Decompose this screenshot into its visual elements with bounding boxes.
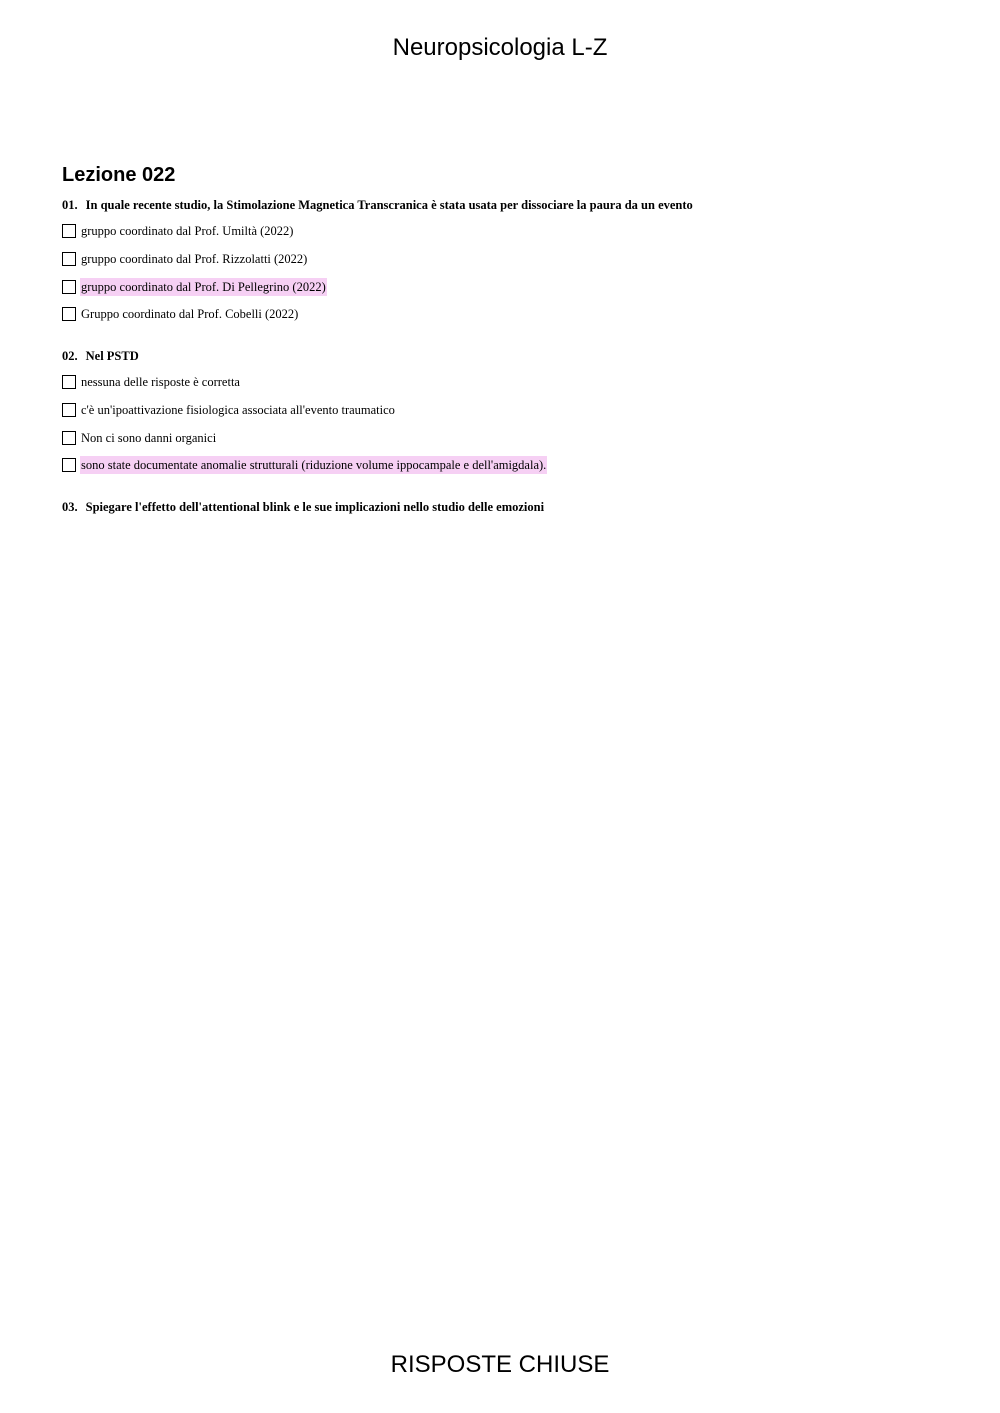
option-label: gruppo coordinato dal Prof. Umiltà (2022)	[81, 224, 294, 238]
option-label: Gruppo coordinato dal Prof. Cobelli (2022)	[81, 307, 299, 321]
option-label: nessuna delle risposte è corretta	[81, 375, 240, 389]
lesson-title: Lezione 022	[62, 164, 176, 186]
checkbox-icon[interactable]	[62, 403, 76, 417]
checkbox-icon[interactable]	[62, 224, 76, 238]
question-text: Spiegare l'effetto dell'attentional blink e le sue implicazioni nello studio delle emozioni	[85, 500, 545, 514]
answer-option-highlighted[interactable]	[62, 278, 327, 296]
option-label: c'è un'ipoattivazione fisiologica associata all'evento traumatico	[81, 403, 395, 417]
checkbox-icon[interactable]	[62, 307, 76, 321]
option-label: gruppo coordinato dal Prof. Di Pellegrino (2022)	[81, 280, 326, 294]
checkbox-icon[interactable]	[62, 458, 76, 472]
question-03	[62, 499, 544, 515]
question-01	[62, 197, 693, 213]
answer-option[interactable]	[62, 401, 396, 419]
option-label: gruppo coordinato dal Prof. Rizzolatti (2022)	[81, 252, 308, 266]
answer-option-highlighted[interactable]	[62, 456, 547, 474]
answer-option[interactable]	[62, 250, 308, 268]
checkbox-icon[interactable]	[62, 252, 76, 266]
option-label: Non ci sono danni organici	[81, 431, 217, 445]
question-number: 02.	[62, 349, 78, 363]
answer-option[interactable]	[62, 429, 217, 447]
answer-option[interactable]	[62, 373, 241, 391]
question-text: In quale recente studio, la Stimolazione Magnetica Transcranica è stata usata per dissociare la paura da un evento	[85, 198, 693, 212]
page-header-title: Neuropsicologia L-Z	[392, 34, 608, 61]
page-footer-label: RISPOSTE CHIUSE	[390, 1351, 610, 1378]
question-text: Nel PSTD	[85, 349, 139, 363]
checkbox-icon[interactable]	[62, 280, 76, 294]
checkbox-icon[interactable]	[62, 431, 76, 445]
answer-option[interactable]	[62, 222, 294, 240]
question-number: 03.	[62, 500, 78, 514]
question-number: 01.	[62, 198, 78, 212]
question-02	[62, 348, 139, 364]
checkbox-icon[interactable]	[62, 375, 76, 389]
answer-option[interactable]	[62, 305, 299, 323]
option-label: sono state documentate anomalie strutturali (riduzione volume ippocampale e dell'amigdala).	[81, 458, 547, 472]
